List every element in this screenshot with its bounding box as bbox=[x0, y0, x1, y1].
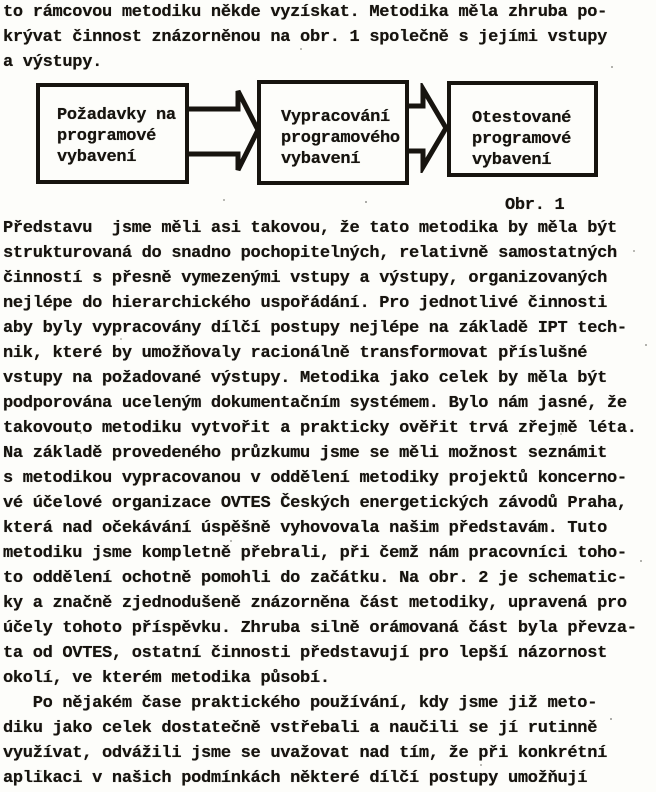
text-line: s metodikou vypracovanou v oddělení metodiky projektů koncerno- bbox=[3, 469, 627, 488]
paragraph-2 bbox=[3, 216, 653, 791]
text-line: aby byly vypracovány dílčí postupy nejlépe na základě IPT tech- bbox=[3, 319, 627, 338]
flow-box-text-line: Vypracování bbox=[281, 108, 390, 127]
flow-arrow-icon bbox=[186, 85, 262, 177]
text-line: a výstupy. bbox=[3, 53, 103, 72]
text-line: okolí, ve kterém metodika působí. bbox=[3, 669, 330, 688]
text-line: to rámcovou metodiku někde vyzískat. Metodika měla zhruba po- bbox=[3, 3, 608, 22]
text-line: ta od OVTES, ostatní činnosti představují pro lepší názornost bbox=[3, 644, 608, 663]
text-line: strukturovaná do snadno pochopitelných, relativně samostatných bbox=[3, 244, 617, 263]
flow-arrow-icon bbox=[404, 83, 450, 173]
flow-box-tested bbox=[447, 81, 598, 177]
scan-noise bbox=[0, 0, 2, 2]
text-line: metodiku jsme kompletně přebrali, při čemž nám pracovníci toho- bbox=[3, 544, 627, 563]
flow-box-development bbox=[257, 80, 409, 185]
text-line: Představu jsme měli asi takovou, že tato metodika by měla být bbox=[3, 219, 617, 238]
text-line: ky a značně zjednodušeně znázorněna část metodiky, upravená pro bbox=[3, 594, 627, 613]
flow-box-text-line: Požadavky na bbox=[57, 106, 176, 125]
text-line: krývat činnost znázorněnou na obr. 1 společně s jejími vstupy bbox=[3, 28, 608, 47]
text-line: vstupy na požadované výstupy. Metodika jako celek by měla být bbox=[3, 369, 608, 388]
text-line: diku jako celek dostatečně vstřebali a naučili se jí rutinně bbox=[3, 719, 598, 738]
text-line: nejlépe do hierarchického uspořádání. Pro jednotlivé činnosti bbox=[3, 294, 608, 313]
text-line: nik, které by umožňovaly racionálně transformovat příslušné bbox=[3, 344, 588, 363]
text-line: takovouto metodiku vytvořit a prakticky ověřit trvá zřejmě léta. bbox=[3, 419, 637, 438]
flow-box-text-line: vybavení bbox=[57, 148, 137, 167]
text-line: Po nějakém čase praktického používání, kdy jsme již meto- bbox=[3, 694, 598, 713]
text-line: to oddělení ochotně pomohli do začátku. Na obr. 2 je schematic- bbox=[3, 569, 627, 588]
flow-box-text-line: programového bbox=[281, 129, 400, 148]
text-line: účely tohoto příspěvku. Zhruba silně orámovaná část byla převza- bbox=[3, 619, 637, 638]
text-line: která nad očekávání úspěšně vyhovovala našim představám. Tuto bbox=[3, 519, 608, 538]
text-line: využívat, odvážili jsme se uvažovat nad tím, že při konkrétní bbox=[3, 744, 608, 763]
flow-box-text-line: Otestované bbox=[472, 109, 572, 128]
flow-box-text-line: vybavení bbox=[472, 151, 552, 170]
flow-box-text-line: vybavení bbox=[281, 150, 361, 169]
flow-box-text-line: programové bbox=[472, 130, 572, 149]
text-line: vé účelové organizace OVTES Českých energetických závodů Praha, bbox=[3, 494, 627, 513]
flow-box-requirements bbox=[36, 83, 189, 184]
figure-caption: Obr. 1 bbox=[505, 196, 565, 215]
text-line: aplikaci v našich podmínkách některé dílčí postupy umožňují bbox=[3, 769, 588, 788]
paragraph-1 bbox=[3, 0, 653, 75]
text-line: Na základě provedeného průzkumu jsme se měli možnost seznámit bbox=[3, 444, 608, 463]
text-line: činností s přesně vymezenými vstupy a výstupy, organizovaných bbox=[3, 269, 608, 288]
text-line: podporována uceleným dokumentačním systémem. Bylo nám jasné, že bbox=[3, 394, 627, 413]
flow-box-text-line: programové bbox=[57, 127, 157, 146]
